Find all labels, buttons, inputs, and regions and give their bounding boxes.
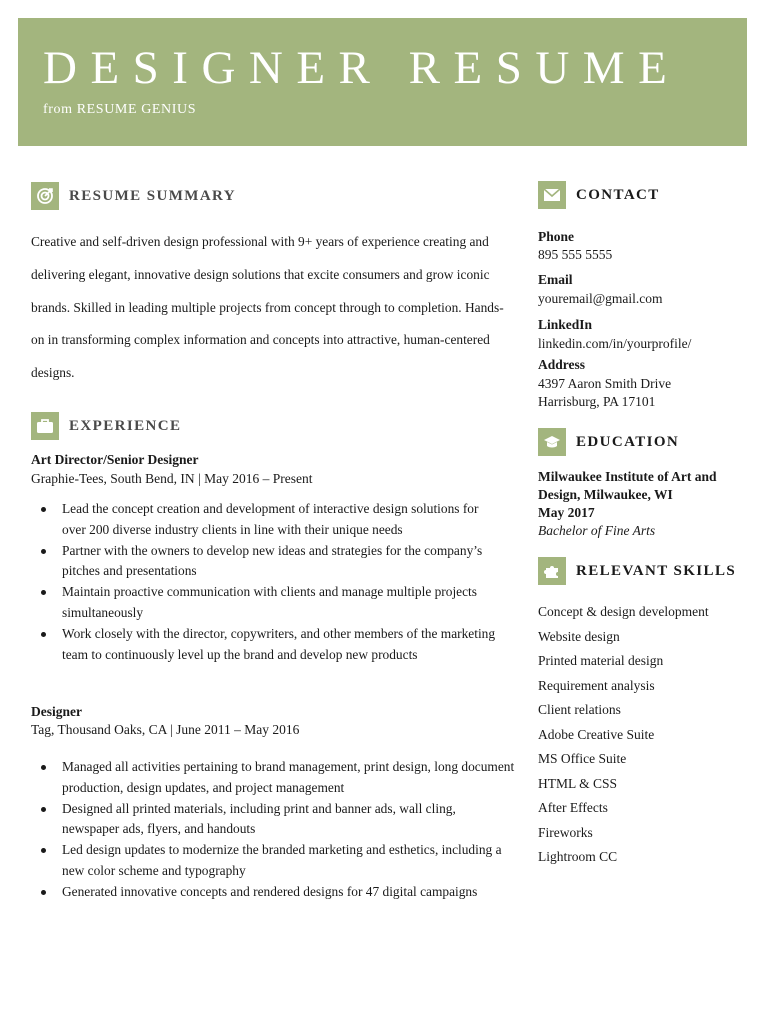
graduation-date: May 2017 bbox=[538, 505, 595, 520]
target-icon bbox=[31, 182, 59, 210]
summary-text: Creative and self-driven design professional with 9+ years of experience creating and delivering elegant, innovative design solutions that excite consumers and grow iconic brands. Skilled in leading multiple projects from concept through to completion. Hands-on in transforming complex information and concepts into attractive, human-centered designs. bbox=[31, 234, 504, 381]
address-line2: Harrisburg, PA 17101 bbox=[538, 394, 656, 409]
list-item: Partner with the owners to develop new ideas and strategies for the company’s pitches and presentations bbox=[31, 541, 501, 583]
education-entry bbox=[538, 468, 738, 540]
skills-list bbox=[538, 600, 709, 870]
list-item: MS Office Suite bbox=[538, 751, 627, 766]
list-item: HTML & CSS bbox=[538, 775, 618, 791]
job-title: Designer bbox=[31, 704, 82, 719]
linkedin-value: linkedin.com/in/yourprofile/ bbox=[538, 336, 692, 351]
resume-title: DESIGNER RESUME bbox=[43, 42, 681, 94]
phone-value: 895 555 5555 bbox=[538, 247, 613, 262]
skills-heading: RELEVANT SKILLS bbox=[576, 562, 737, 579]
experience-section-head bbox=[31, 412, 181, 440]
list-item: Generated innovative concepts and rendered designs for 47 digital campaigns bbox=[31, 882, 516, 903]
list-item: Designed all printed materials, including print and banner ads, wall cling, newspaper ads, flyers, and handouts bbox=[31, 799, 516, 841]
address-line1: 4397 Aaron Smith Drive bbox=[538, 376, 672, 391]
graduation-cap-icon bbox=[538, 428, 566, 456]
briefcase-icon bbox=[31, 412, 59, 440]
list-item: Requirement analysis bbox=[538, 677, 655, 693]
list-item: Lightroom CC bbox=[538, 849, 618, 864]
skills-section-head bbox=[538, 557, 736, 585]
job-bullets bbox=[31, 499, 501, 665]
list-item: Managed all activities pertaining to brand management, print design, long document production, design updates, and project management bbox=[31, 757, 516, 799]
list-item: After Effects bbox=[538, 800, 608, 815]
contact-heading: CONTACT bbox=[576, 186, 660, 203]
list-item: Printed material design bbox=[538, 653, 664, 668]
resume-header bbox=[18, 18, 747, 146]
school-name: Milwaukee Institute of Art and Design, Milwaukee, WI bbox=[538, 469, 717, 502]
contact-section-head bbox=[538, 181, 660, 209]
job-bullets bbox=[31, 757, 516, 903]
list-item: Maintain proactive communication with clients and manage multiple projects simultaneously bbox=[31, 582, 501, 624]
list-item: Client relations bbox=[538, 702, 621, 717]
summary-section-head bbox=[31, 182, 236, 210]
job-meta: Tag, Thousand Oaks, CA | June 2011 – May 2016 bbox=[31, 722, 300, 737]
email-value: youremail@gmail.com bbox=[538, 291, 663, 306]
job-meta: Graphie-Tees, South Bend, IN | May 2016 – Present bbox=[31, 471, 313, 486]
address-label: Address bbox=[538, 357, 586, 372]
resume-subtitle: from RESUME GENIUS bbox=[43, 102, 197, 117]
phone-label: Phone bbox=[538, 229, 575, 244]
linkedin-label: LinkedIn bbox=[538, 317, 593, 332]
list-item: Concept & design development bbox=[538, 604, 709, 619]
list-item: Lead the concept creation and development of interactive design solutions for over 200 diverse industry clients in line with their unique needs bbox=[31, 499, 501, 541]
summary-heading: RESUME SUMMARY bbox=[69, 187, 236, 204]
puzzle-piece-icon bbox=[538, 557, 566, 585]
list-item: Fireworks bbox=[538, 824, 593, 840]
education-section-head bbox=[538, 428, 679, 456]
envelope-icon bbox=[538, 181, 566, 209]
education-heading: EDUCATION bbox=[576, 433, 680, 450]
email-label: Email bbox=[538, 272, 573, 287]
list-item: Adobe Creative Suite bbox=[538, 726, 655, 742]
experience-heading: EXPERIENCE bbox=[69, 417, 182, 434]
degree: Bachelor of Fine Arts bbox=[538, 523, 656, 538]
list-item: Led design updates to modernize the branded marketing and esthetics, including a new color scheme and typography bbox=[31, 840, 516, 882]
list-item: Website design bbox=[538, 628, 620, 644]
list-item: Work closely with the director, copywriters, and other members of the marketing team to continuously level up the brand and develop new products bbox=[31, 624, 501, 666]
job-title: Art Director/Senior Designer bbox=[31, 452, 199, 467]
